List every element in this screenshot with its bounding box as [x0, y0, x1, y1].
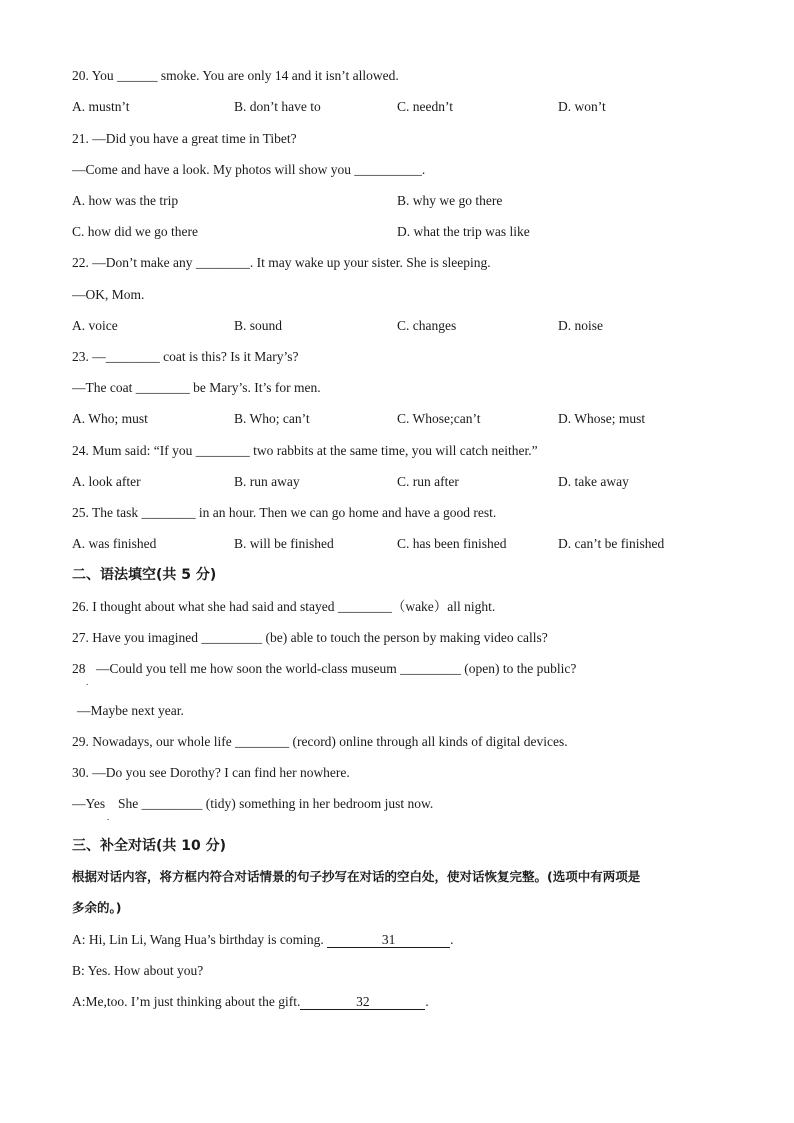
q22-reply: —OK, Mom.	[72, 287, 145, 302]
section3-heading: 三、补全对话(共 10 分)	[72, 838, 227, 854]
q21-option-b: B. why we go there	[397, 193, 503, 208]
q20-option-b: B. don’t have to	[234, 99, 321, 114]
q22-option-a: A. voice	[72, 318, 118, 333]
q24-option-a: A. look after	[72, 474, 141, 489]
q21-reply: —Come and have a look. My photos will show you __________.	[72, 162, 426, 177]
q22-option-b: B. sound	[234, 318, 283, 333]
blank-32	[300, 994, 425, 1010]
q25-option-a: A. was finished	[72, 536, 157, 551]
blank-32-number: 32	[356, 994, 370, 1009]
q25-option-d: D. can’t be finished	[558, 536, 665, 551]
q23-option-c: C. Whose;can’t	[397, 411, 481, 426]
q24-stem: 24. Mum said: “If you ________ two rabbits at the same time, you will catch neither.”	[72, 443, 538, 458]
q20-option-c: C. needn’t	[397, 99, 453, 114]
q30-reply-start: —Yes	[72, 796, 106, 811]
q22-option-d: D. noise	[558, 318, 603, 333]
blank-31-number: 31	[381, 932, 396, 947]
q24-option-b: B. run away	[234, 474, 300, 489]
dialogue-line-a2-end: .	[425, 994, 429, 1009]
q22-option-c: C. changes	[397, 318, 457, 333]
q30: 30. —Do you see Dorothy? I can find her nowhere.	[72, 765, 350, 780]
dialogue-line-a2-text: A:Me,too. I’m just thinking about the gift.	[72, 994, 301, 1009]
q23-stem: 23. —________ coat is this? Is it Mary’s?	[72, 349, 299, 364]
q28-reply: —Maybe next year.	[77, 703, 184, 718]
q28-number: 28	[72, 661, 86, 676]
q26: 26. I thought about what she had said and stayed ________（wake）all night.	[72, 599, 496, 614]
q20-option-a: A. mustn’t	[72, 99, 130, 114]
q30-dot: .	[107, 812, 110, 822]
dialogue-line-a1-end: .	[450, 932, 454, 947]
q29: 29. Nowadays, our whole life ________ (record) online through all kinds of digital devices.	[72, 734, 568, 749]
section3-instruction-line1: 根据对话内容，将方框内符合对话情景的句子抄写在对话的空白处，使对话恢复完整。(选项中有两项是	[72, 869, 641, 884]
q23-option-b: B. Who; can’t	[234, 411, 310, 426]
dialogue-line-a1	[72, 931, 454, 949]
q25-stem: 25. The task ________ in an hour. Then we can go home and have a good rest.	[72, 505, 497, 520]
section2-heading: 二、语法填空(共 5 分)	[72, 567, 217, 583]
q20-stem: 20. You ______ smoke. You are only 14 and it isn’t allowed.	[72, 68, 399, 83]
dialogue-line-b1: B: Yes. How about you?	[72, 963, 204, 978]
q25-option-b: B. will be finished	[234, 536, 334, 551]
q24-option-c: C. run after	[397, 474, 459, 489]
q22-stem: 22. —Don’t make any ________. It may wake up your sister. She is sleeping.	[72, 255, 491, 270]
blank-31	[327, 932, 450, 948]
dialogue-line-a2	[72, 993, 429, 1011]
q21-stem: 21. —Did you have a great time in Tibet?	[72, 131, 297, 146]
q23-reply: —The coat ________ be Mary’s. It’s for men.	[72, 380, 321, 395]
q21-option-c: C. how did we go there	[72, 224, 198, 239]
q20-option-d: D. won’t	[558, 99, 606, 114]
q23-option-d: D. Whose; must	[558, 411, 646, 426]
q25-option-c: C. has been finished	[397, 536, 507, 551]
q23-option-a: A. Who; must	[72, 411, 148, 426]
dialogue-line-a1-text: A: Hi, Lin Li, Wang Hua’s birthday is coming.	[72, 932, 328, 947]
q30-reply-rest: She _________ (tidy) something in her bedroom just now.	[118, 796, 434, 811]
q21-option-a: A. how was the trip	[72, 193, 179, 208]
section3-instruction-line2: 多余的。)	[72, 900, 122, 915]
q28-text: —Could you tell me how soon the world-class museum _________ (open) to the public?	[96, 661, 577, 676]
q28-dot: .	[86, 677, 89, 687]
q27: 27. Have you imagined _________ (be) able to touch the person by making video calls?	[72, 630, 548, 645]
q24-option-d: D. take away	[558, 474, 629, 489]
q21-option-d: D. what the trip was like	[397, 224, 530, 239]
